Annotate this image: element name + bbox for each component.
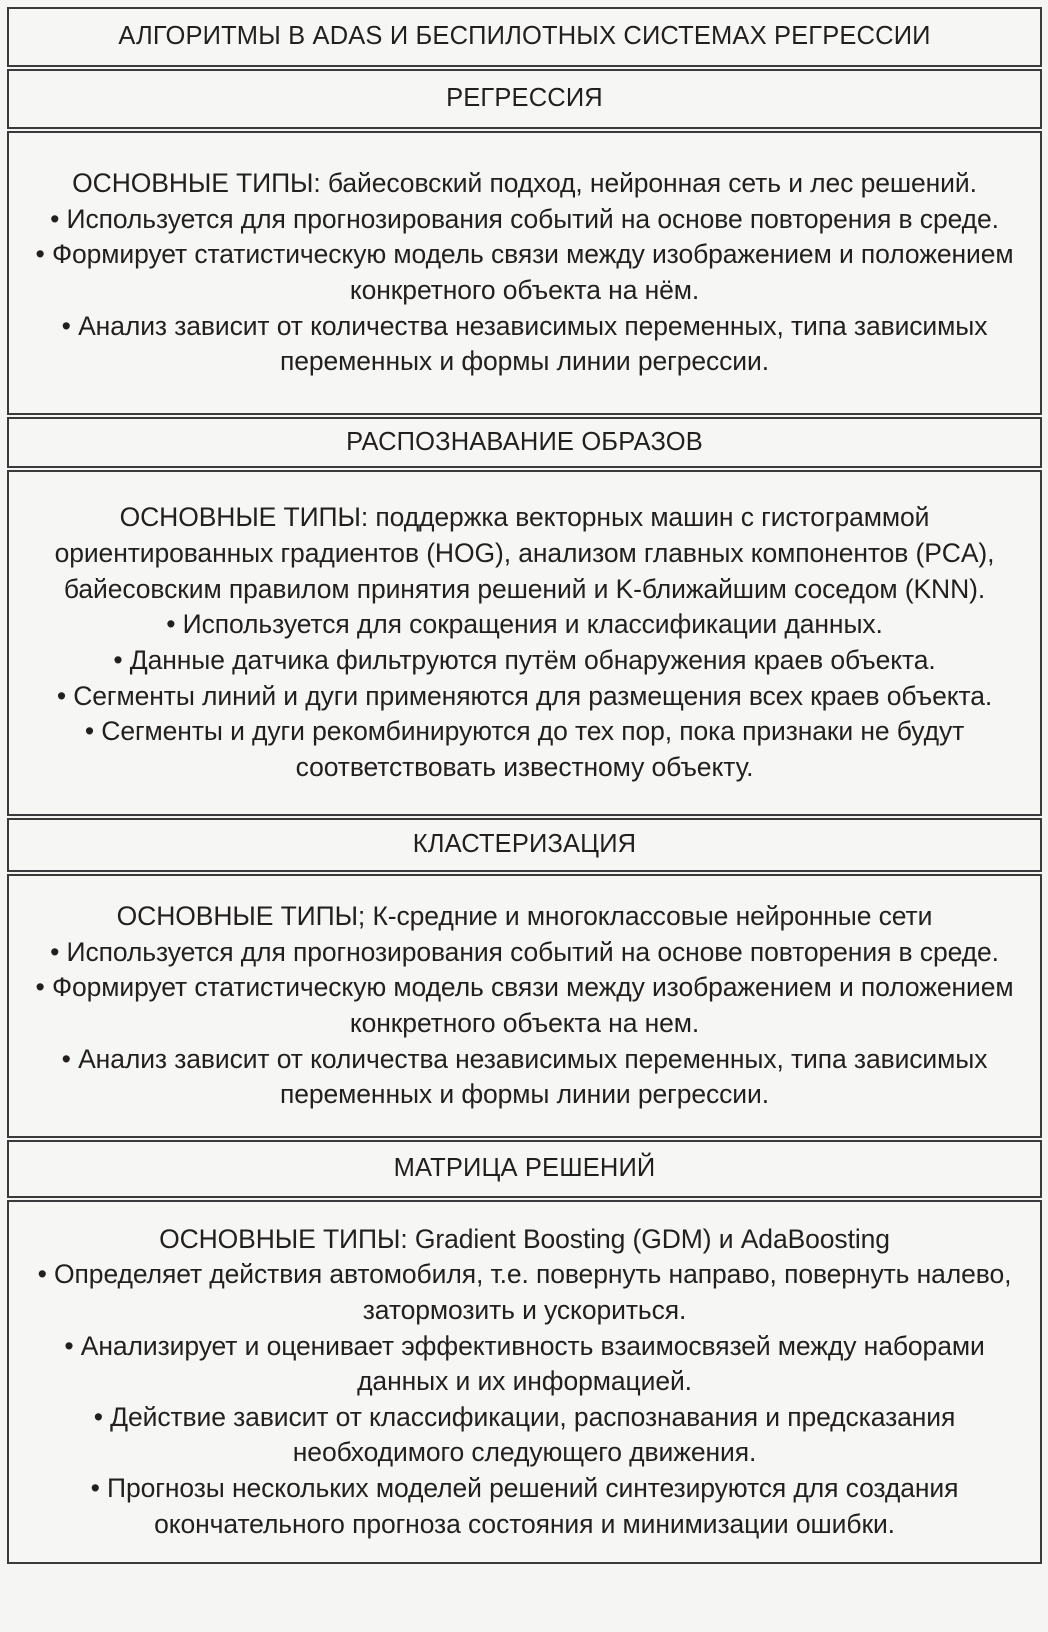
section-heading-regression: РЕГРЕССИЯ <box>7 69 1042 129</box>
section-body-text-decision-matrix: ОСНОВНЫЕ ТИПЫ: Gradient Boosting (GDM) и AdaBoosting • Определяет действия автомобиля, т.е. повернуть направо, повернуть налево, затормозить и ускориться. • Анализирует и оценивает эффективность взаимосвязей между наборами данных и их информацией. • Действие зависит от классификации, распознавания и предсказания необходимого следующего движения. • Прогнозы нескольких моделей решений синтезируются для создания окончательного прогноза состояния и минимизации ошибки. <box>37 1223 1012 1539</box>
section-heading-clustering: КЛАСТЕРИЗАЦИЯ <box>7 818 1042 872</box>
section-heading-row-decision-matrix <box>7 1140 1042 1198</box>
section-body-row-clustering <box>7 874 1042 1138</box>
adas-algorithms-table <box>7 7 1042 1564</box>
section-body-cell-pattern-recognition <box>7 470 1042 816</box>
section-body-text-pattern-recognition: ОСНОВНЫЕ ТИПЫ: поддержка векторных машин с гистограммой ориентированных градиентов (HOG), анализом главных компонентов (PCA), байесовским правилом принятия решений и K-ближайшим соседом (KNN). • Используется для сокращения и классификации данных. • Данные датчика фильтруются путём обнаружения краев объекта. • Сегменты линий и дуги применяются для размещения всех краев объекта. • Сегменты и дуги рекомбинируются до тех пор, пока признаки не будут соответствовать известному объекту. <box>54 502 995 782</box>
section-heading-decision-matrix: МАТРИЦА РЕШЕНИЙ <box>7 1140 1042 1198</box>
section-body-cell-regression <box>7 131 1042 415</box>
section-body-text-regression: ОСНОВНЫЕ ТИПЫ: байесовский подход, нейронная сеть и лес решений. • Используется для прогнозирования событий на основе повторения в среде. • Формирует статистическую модель связи между изображением и положением конкретного объекта на нём. • Анализ зависит от количества независимых переменных, типа зависимых переменных и формы линии регрессии. <box>35 168 1014 377</box>
page-title: АЛГОРИТМЫ В ADAS И БЕСПИЛОТНЫХ СИСТЕМАХ РЕГРЕССИИ <box>7 7 1042 67</box>
section-body-cell-decision-matrix <box>7 1200 1042 1564</box>
section-body-text-clustering: ОСНОВНЫЕ ТИПЫ; К-средние и многоклассовые нейронные сети • Используется для прогнозирования событий на основе повторения в среде. • Формирует статистическую модель связи между изображением и положением конкретного объекта на нем. • Анализ зависит от количества независимых переменных, типа зависимых переменных и формы линии регрессии. <box>35 901 1014 1110</box>
section-body-cell-clustering <box>7 874 1042 1138</box>
table-title-row <box>7 7 1042 67</box>
section-heading-row-clustering <box>7 818 1042 872</box>
section-heading-row-regression <box>7 69 1042 129</box>
section-body-row-regression <box>7 131 1042 415</box>
section-heading-pattern-recognition: РАСПОЗНАВАНИЕ ОБРАЗОВ <box>7 417 1042 468</box>
section-body-row-pattern-recognition <box>7 470 1042 816</box>
section-heading-row-pattern-recognition <box>7 417 1042 468</box>
section-body-row-decision-matrix <box>7 1200 1042 1564</box>
